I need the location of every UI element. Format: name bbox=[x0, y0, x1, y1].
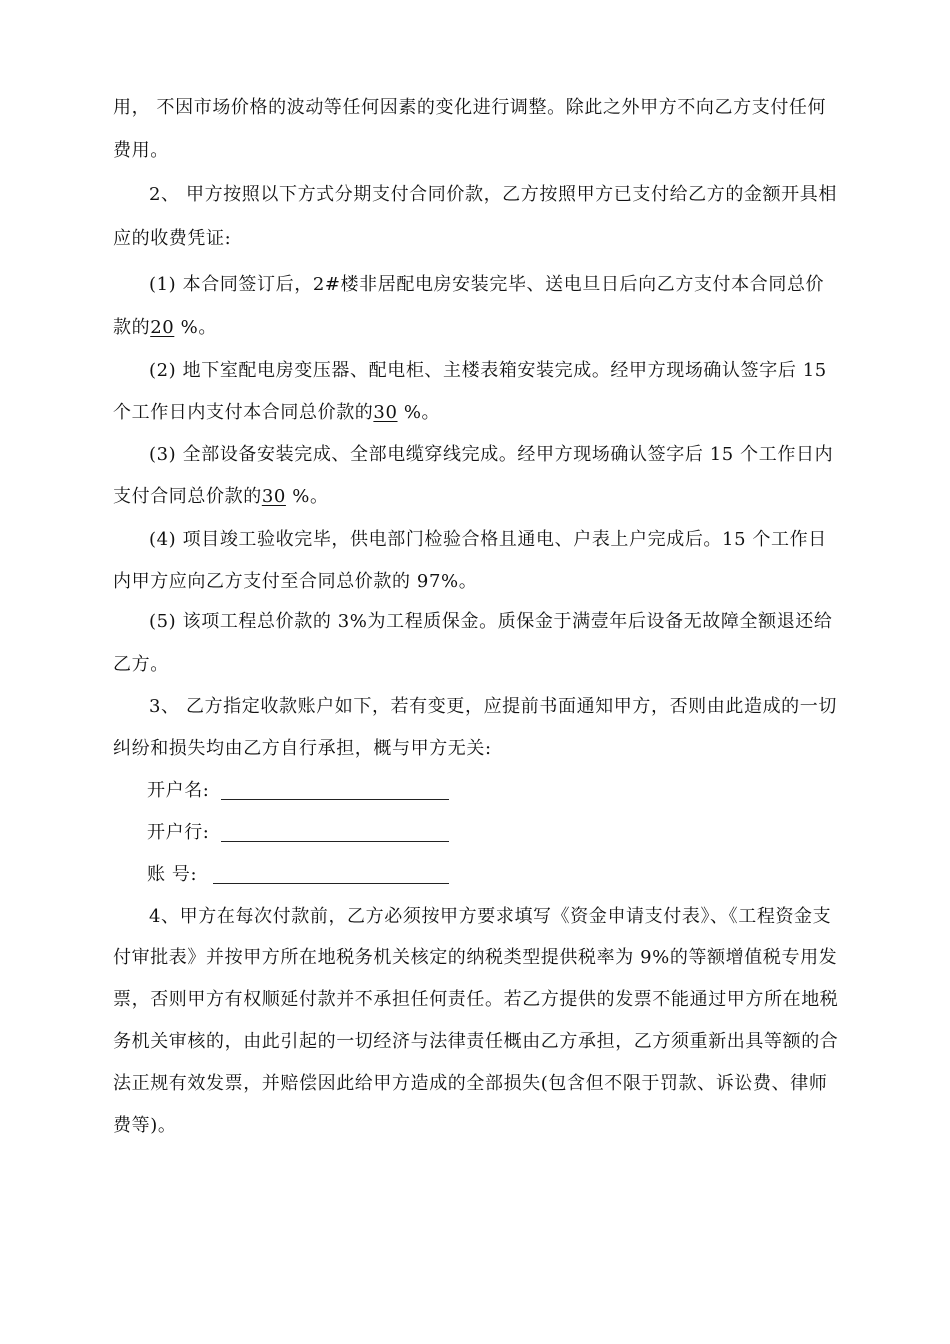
bank-name-blank bbox=[221, 841, 449, 842]
item-3-percent: 30 bbox=[261, 486, 286, 507]
para-4-line-1: 4、甲方在每次付款前，乙方必须按甲方要求填写《资金申请支付表》、《工程资金支 bbox=[149, 906, 832, 927]
item-2-percent: 30 bbox=[373, 402, 398, 423]
item-1-line-1: (1) 本合同签订后，2#楼非居配电房安装完毕、送电旦日后向乙方支付本合同总价 bbox=[149, 274, 825, 295]
account-number-blank bbox=[213, 883, 449, 884]
bank-name-label: 开户行: bbox=[147, 822, 210, 843]
para-2-line-1: 2、 甲方按照以下方式分期支付合同价款，乙方按照甲方已支付给乙方的金额开具相 bbox=[149, 184, 837, 205]
para-1-line-1: 用， 不因市场价格的波动等任何因素的变化进行调整。除此之外甲方不向乙方支付任何 bbox=[113, 97, 827, 118]
item-5-line-2: 乙方。 bbox=[113, 654, 169, 675]
item-2-line-1: (2) 地下室配电房变压器、配电柜、主楼表箱安装完成。经甲方现场确认签字后 15 bbox=[149, 360, 827, 381]
para-1-line-2: 费用。 bbox=[113, 140, 169, 161]
para-4-line-4: 务机关审核的，由此引起的一切经济与法律责任概由乙方承担，乙方须重新出具等额的合 bbox=[113, 1031, 839, 1052]
para-4-line-3: 票，否则甲方有权顺延付款并不承担任何责任。若乙方提供的发票不能通过甲方所在地税 bbox=[113, 989, 839, 1010]
account-name-label: 开户名: bbox=[147, 780, 210, 801]
para-4-line-2: 付审批表》并按甲方所在地税务机关核定的纳税类型提供税率为 9%的等额增值税专用发 bbox=[113, 947, 838, 968]
item-2-line-2: 个工作日内支付本合同总价款的30 %。 bbox=[113, 402, 441, 423]
para-3-line-2: 纠纷和损失均由乙方自行承担，概与甲方无关: bbox=[113, 738, 492, 759]
para-4-line-6: 费等)。 bbox=[113, 1115, 177, 1136]
item-4-line-2: 内甲方应向乙方支付至合同总价款的 97%。 bbox=[113, 571, 478, 592]
item-1-percent: 20 bbox=[150, 317, 175, 338]
item-5-line-1: (5) 该项工程总价款的 3%为工程质保金。质保金于满壹年后设备无故障全额退还给 bbox=[149, 611, 833, 632]
item-3-line-2: 支付合同总价款的30 %。 bbox=[113, 486, 329, 507]
account-name-blank bbox=[221, 799, 449, 800]
para-4-line-5: 法正规有效发票，并赔偿因此给甲方造成的全部损失(包含但不限于罚款、诉讼费、律师 bbox=[113, 1073, 828, 1094]
para-3-line-1: 3、 乙方指定收款账户如下，若有变更，应提前书面通知甲方，否则由此造成的一切 bbox=[149, 696, 837, 717]
account-number-label: 账 号: bbox=[147, 864, 198, 885]
para-2-line-2: 应的收费凭证: bbox=[113, 228, 232, 249]
item-4-line-1: (4) 项目竣工验收完毕，供电部门检验合格且通电、户表上户完成后。15 个工作日 bbox=[149, 529, 827, 550]
item-3-line-1: (3) 全部设备安装完成、全部电缆穿线完成。经甲方现场确认签字后 15 个工作日内 bbox=[149, 444, 834, 465]
item-1-line-2: 款的20 %。 bbox=[113, 317, 217, 338]
